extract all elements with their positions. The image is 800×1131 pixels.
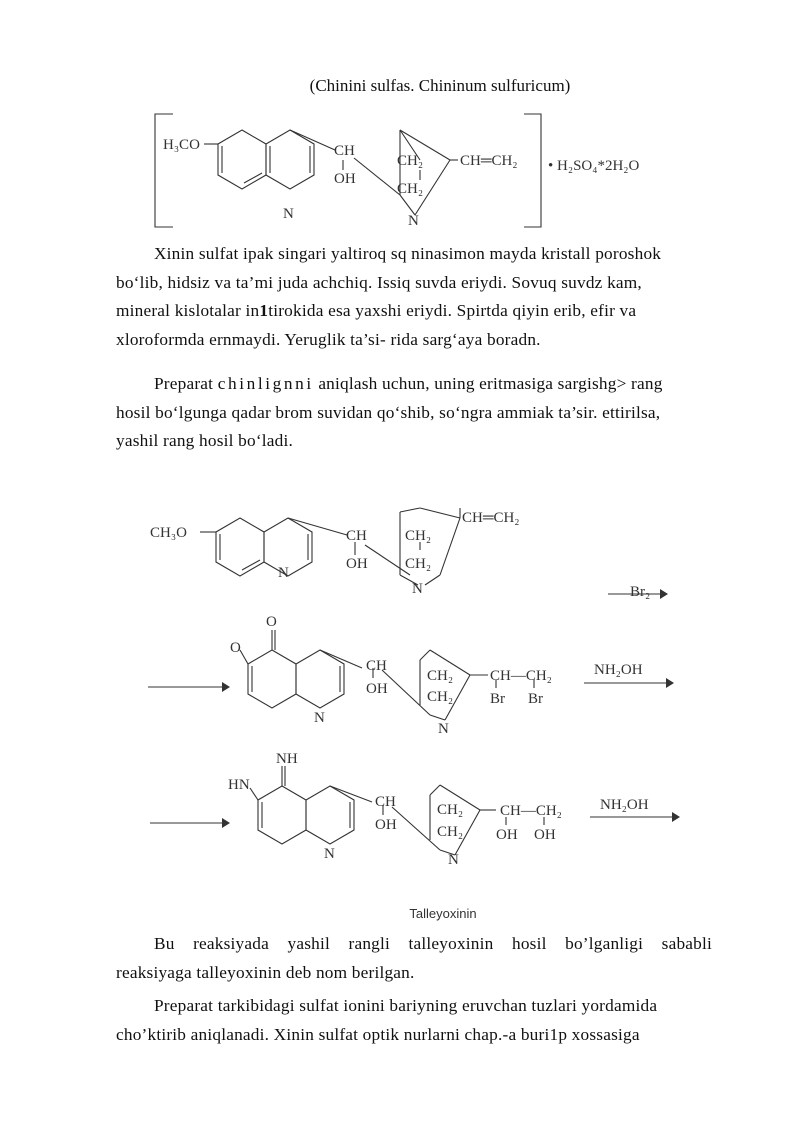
s1-ch2a-label: CH₂ — [405, 528, 432, 544]
s3-oh1-label: OH — [496, 827, 518, 843]
s2-ch-label: CH — [366, 658, 387, 674]
paragraph-3 — [116, 930, 740, 987]
s2-br1-label: Br — [490, 691, 505, 707]
paragraph-1-line-3a: mineral kislotalar in — [116, 301, 260, 320]
ch2-top-label: CH₂ — [397, 153, 424, 169]
s1-n1-label: N — [278, 565, 289, 581]
s2-o2-label: O — [230, 640, 241, 656]
s3-oh-label: OH — [375, 817, 397, 833]
arrow-br2-head — [660, 589, 668, 599]
paragraph-4-line-1: Preparat tarkibidagi sulfat ionini bariyning eruvchan tuzlari yordamida — [154, 996, 658, 1015]
s2-n1-label: N — [314, 710, 325, 726]
salt-label: • H₂SO₄*2H₂O — [548, 158, 640, 174]
s2-n2-label: N — [438, 721, 449, 737]
arrow-in-b-head — [222, 682, 230, 692]
s2-ch2b-label: CH₂ — [427, 689, 454, 705]
n-quinoline-label: N — [283, 206, 294, 222]
paragraph-2-line-2: hosil bo‘lgunga qadar brom suvidan qo‘shib, so‘ngra ammiak ta’sir. ettirilsa, — [116, 402, 661, 422]
paragraph-1-line-3-bold: 1 — [259, 301, 269, 320]
s3-ch2a-label: CH₂ — [437, 802, 464, 818]
s3-nh-label: NH — [276, 751, 298, 767]
scheme-quinine-structure — [200, 508, 460, 585]
arrow-in-c-head — [222, 818, 230, 828]
s1-n2-label: N — [412, 581, 423, 597]
reagent-nh2oh-2: NH₂OH — [600, 797, 649, 813]
n-bridge-label: N — [408, 213, 419, 229]
s2-oh-label: OH — [366, 681, 388, 697]
s1-oh-label: OH — [346, 556, 368, 572]
paragraph-3-line-2: reaksiyaga talleyoxinin deb nom berilgan. — [116, 962, 415, 982]
arrow-nh2oh-1-head — [666, 678, 674, 688]
arrow-nh2oh-2-head — [672, 812, 680, 822]
reagent-nh2oh-1: NH₂OH — [594, 662, 643, 678]
ch-label: CH — [334, 143, 355, 159]
s3-n1-label: N — [324, 846, 335, 862]
page-title: (Chinini sulfas. Chininum sulfuricum) — [309, 76, 571, 95]
paragraph-1-line-2: bo‘lib, hidsiz va ta’mi juda achchiq. Issiq suvda eriydi. Sovuq suvdz kam, — [116, 272, 642, 292]
paragraph-2 — [116, 370, 740, 456]
paragraph-1-line-3b: tirokida esa yaxshi eriydi. Spirtda qiyin erib, efir va — [268, 301, 637, 320]
paragraph-1-line-4: xloroformda ernmaydi. Yeruglik ta’si- rida sarg‘aya boradn. — [116, 329, 541, 349]
s2-br2-label: Br — [528, 691, 543, 707]
s3-chch2-label: CH—CH₂ — [500, 803, 562, 819]
paragraph-1 — [116, 240, 740, 354]
s3-ch-label: CH — [375, 794, 396, 810]
s1-ch2b-label: CH₂ — [405, 556, 432, 572]
reagent-br2: Br₂ — [630, 584, 651, 600]
paragraph-4 — [116, 992, 740, 1049]
s1-vinyl-label: CH═CH₂ — [462, 510, 520, 526]
s1-ch-label: CH — [346, 528, 367, 544]
ch3o-label: CH₃O — [150, 525, 187, 541]
s2-chch2-label: CH—CH₂ — [490, 668, 552, 684]
scheme-caption: Talleyoxinin — [409, 906, 477, 921]
s3-hn-label: HN — [228, 777, 250, 793]
ch2-bottom-label: CH₂ — [397, 181, 424, 197]
s2-o1-label: O — [266, 614, 277, 630]
paragraph-2-line-1-rest: aniqlash uchun, uning eritmasiga sargishg> rang — [313, 374, 663, 393]
paragraph-2-prefix: Preparat — [154, 374, 218, 393]
h3co-label: H₃CO — [163, 137, 200, 153]
reaction-scheme — [0, 490, 800, 910]
vinyl-label: CH═CH₂ — [460, 153, 518, 169]
s3-ch2b-label: CH₂ — [437, 824, 464, 840]
s3-n2-label: N — [448, 852, 459, 868]
s3-oh2-label: OH — [534, 827, 556, 843]
paragraph-3-line-1: Bu reaksiyada yashil rangli talleyoxinin hosil bo’lganligi sababli — [154, 934, 713, 953]
s2-ch2a-label: CH₂ — [427, 668, 454, 684]
oh-label: OH — [334, 171, 356, 187]
paragraph-2-line-3: yashil rang hosil bo‘ladi. — [116, 431, 294, 450]
paragraph-4-line-2: cho’ktirib aniqlanadi. Xinin sulfat optik nurlarni chap.-a buri1p xossasiga — [116, 1024, 640, 1044]
paragraph-2-spaced-word: chinlignni — [217, 374, 314, 393]
paragraph-1-line-1: Xinin sulfat ipak singari yaltiroq sq ninasimon mayda kristall poroshok — [154, 244, 662, 263]
